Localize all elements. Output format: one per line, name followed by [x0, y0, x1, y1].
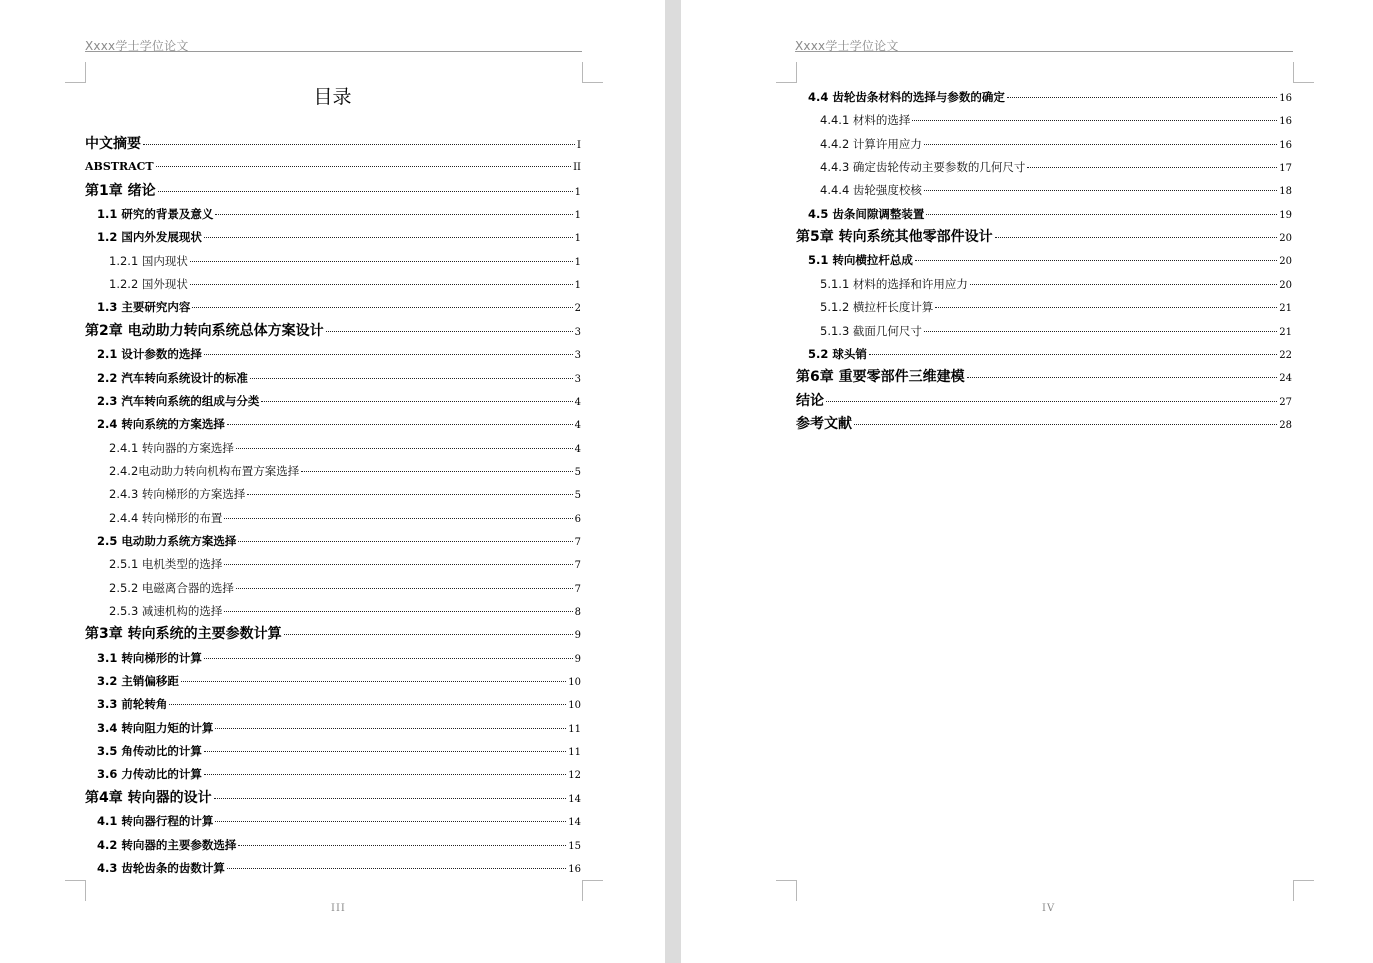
toc-entry-page: 5: [574, 466, 581, 478]
toc-entry: [820, 322, 1292, 342]
document-page-left: [0, 0, 665, 963]
toc-leader-dots: [190, 284, 573, 285]
toc-entry-label: 3.6 力传动比的计算: [97, 767, 202, 782]
toc-entry-label: 第6章 重要零部件三维建模: [796, 369, 965, 386]
toc-entry: [97, 392, 581, 412]
toc-entry-label: 2.1 设计参数的选择: [97, 347, 202, 362]
toc-entry-page: 3: [574, 350, 581, 362]
toc-entry-page: 10: [568, 700, 581, 712]
toc-entry-label: ABSTRACT: [85, 160, 154, 174]
toc-entry-label: 3.3 前轮转角: [97, 697, 168, 712]
toc-leader-dots: [924, 331, 1277, 332]
toc-entry: [796, 392, 1292, 412]
toc-entry: [109, 555, 581, 575]
toc-leader-dots: [970, 284, 1277, 285]
toc-leader-dots: [926, 214, 1277, 215]
toc-entry: [808, 205, 1292, 225]
toc-leader-dots: [247, 494, 572, 495]
toc-entry-page: I: [577, 140, 581, 151]
toc-entry-label: 2.4.2电动助力转向机构布置方案选择: [109, 463, 300, 478]
toc-leader-dots: [169, 704, 566, 705]
toc-entry-label: 2.4.3 转向梯形的方案选择: [109, 487, 246, 502]
toc-entry-label: 3.2 主销偏移距: [97, 674, 179, 689]
toc-entry-label: 结论: [796, 392, 824, 409]
toc-entry-page: 15: [568, 840, 581, 852]
crop-mark-top-left: [65, 62, 86, 83]
toc-entry-label: 4.2 转向器的主要参数选择: [97, 837, 237, 852]
toc-leader-dots: [158, 191, 573, 192]
toc-leader-dots: [967, 377, 1278, 378]
toc-entry: [796, 228, 1292, 248]
toc-entry-page: 10: [568, 677, 581, 689]
toc-leader-dots: [204, 354, 573, 355]
toc-leader-dots: [326, 331, 573, 332]
toc-leader-dots: [1007, 97, 1277, 98]
toc-entry: [820, 158, 1292, 178]
toc-entry-page: 21: [1279, 303, 1292, 315]
toc-entry-page: 22: [1279, 349, 1292, 361]
toc-entry: [85, 789, 581, 809]
toc-entry-label: 2.2 汽车转向系统设计的标准: [97, 370, 248, 385]
toc-entry-label: 第5章 转向系统其他零部件设计: [796, 229, 993, 246]
toc-entry-label: 2.3 汽车转向系统的组成与分类: [97, 393, 260, 408]
toc-entry-label: 3.4 转向阻力矩的计算: [97, 720, 214, 735]
toc-entry-page: 14: [568, 817, 581, 829]
toc-leader-dots: [924, 190, 1277, 191]
toc-entry-page: 14: [568, 793, 581, 805]
toc-leader-dots: [826, 401, 1277, 402]
toc-leader-dots: [224, 564, 572, 565]
toc-entry: [85, 322, 581, 342]
toc-leader-dots: [224, 611, 572, 612]
toc-entry-page: 17: [1279, 163, 1292, 175]
toc-entry: [808, 251, 1292, 271]
crop-mark-bottom-left: [65, 880, 86, 901]
toc-leader-dots: [215, 821, 566, 822]
toc-entry: [109, 485, 581, 505]
toc-entry: [97, 228, 581, 248]
toc-leader-dots: [250, 378, 573, 379]
toc-entry-page: 8: [574, 607, 581, 618]
toc-leader-dots: [912, 120, 1277, 121]
toc-leader-dots: [869, 354, 1277, 355]
toc-entry-label: 第1章 绪论: [85, 182, 156, 199]
toc-entry: [820, 135, 1292, 155]
toc-leader-dots: [924, 144, 1277, 145]
toc-entry-page: 3: [574, 373, 581, 385]
toc-entry-page: 20: [1279, 256, 1292, 268]
toc-entry-label: 4.4 齿轮齿条材料的选择与参数的确定: [808, 90, 1005, 104]
toc-leader-dots: [236, 448, 573, 449]
toc-entry: [796, 368, 1292, 388]
toc-entry-page: 1: [574, 280, 581, 292]
toc-entry-label: 2.5.2 电磁离合器的选择: [109, 580, 234, 595]
toc-entry-page: 7: [574, 560, 581, 572]
toc-entry-page: 11: [568, 723, 581, 735]
toc-entry: [820, 275, 1292, 295]
crop-mark-top-right: [1293, 62, 1314, 83]
toc-entry: [109, 509, 581, 529]
page-number-footer: IV: [1042, 903, 1056, 914]
toc-entry-page: 6: [574, 513, 581, 525]
toc-entry-page: 4: [574, 443, 581, 455]
toc-entry-label: 1.2.2 国外现状: [109, 277, 188, 292]
toc-entry: [97, 345, 581, 365]
toc-leader-dots: [227, 868, 566, 869]
toc-leader-dots: [995, 237, 1278, 238]
page-header-text: Xxxx学士学位论文: [795, 39, 899, 53]
toc-entry: [109, 275, 581, 295]
toc-entry: [97, 672, 581, 692]
toc-entry-label: 5.2 球头销: [808, 346, 867, 361]
toc-leader-dots: [143, 144, 575, 145]
toc-entry-label: 2.5.1 电机类型的选择: [109, 557, 223, 572]
toc-entry-page: 9: [574, 653, 581, 665]
toc-entry-page: 28: [1279, 419, 1292, 431]
toc-entry-page: 1: [574, 186, 581, 198]
toc-leader-dots: [156, 166, 572, 167]
toc-leader-dots: [238, 845, 566, 846]
crop-mark-top-right: [582, 62, 603, 83]
toc-entry: [97, 415, 581, 435]
page-header-text: Xxxx学士学位论文: [85, 39, 189, 53]
crop-mark-bottom-left: [776, 880, 797, 901]
toc-entry: [796, 415, 1292, 435]
toc-leader-dots: [192, 307, 572, 308]
toc-entry-page: 11: [568, 747, 581, 759]
toc-entry-label: 1.2.1 国内现状: [109, 253, 188, 268]
toc-entry-label: 1.1 研究的背景及意义: [97, 207, 214, 222]
toc-leader-dots: [227, 424, 573, 425]
toc-entry-label: 4.3 齿轮齿条的齿数计算: [97, 860, 225, 875]
page-number-footer: III: [331, 903, 346, 914]
toc-entry-label: 1.2 国内外发展现状: [97, 230, 202, 245]
toc-leader-dots: [204, 237, 573, 238]
toc-entry-label: 2.5.3 减速机构的选择: [109, 604, 223, 618]
toc-leader-dots: [284, 634, 573, 635]
toc-entry-page: 3: [574, 326, 581, 338]
toc-entry-page: 1: [574, 210, 581, 222]
toc-entry-page: 20: [1279, 233, 1292, 245]
toc-entry: [109, 602, 581, 622]
toc-leader-dots: [236, 588, 573, 589]
toc-entry-page: II: [573, 162, 581, 174]
toc-leader-dots: [854, 424, 1277, 425]
toc-entry: [97, 369, 581, 389]
toc-entry: [808, 345, 1292, 365]
toc-leader-dots: [204, 751, 566, 752]
page-gutter: [665, 0, 681, 963]
toc-entry: [97, 532, 581, 552]
toc-entry: [85, 625, 581, 645]
toc-entry: [97, 695, 581, 715]
toc-entry: [97, 205, 581, 225]
toc-title: 目录: [313, 86, 352, 108]
toc-entry: [85, 182, 581, 202]
toc-entry: [109, 462, 581, 482]
toc-entry-label: 参考文献: [796, 415, 852, 432]
toc-entry-label: 4.4.4 齿轮强度校核: [820, 183, 922, 198]
toc-entry-label: 第4章 转向器的设计: [85, 789, 212, 806]
toc-leader-dots: [214, 798, 567, 799]
toc-entry: [97, 742, 581, 762]
toc-entry-page: 19: [1279, 209, 1292, 221]
toc-leader-dots: [261, 401, 572, 402]
toc-entry-label: 3.1 转向梯形的计算: [97, 650, 202, 665]
toc-leader-dots: [181, 681, 566, 682]
toc-entry-label: 2.4.4 转向梯形的布置: [109, 510, 223, 525]
toc-entry: [97, 719, 581, 739]
toc-entry: [97, 812, 581, 832]
toc-entry: [85, 158, 581, 177]
toc-entry-label: 第3章 转向系统的主要参数计算: [85, 626, 282, 643]
toc-entry: [97, 765, 581, 785]
toc-entry-label: 5.1.3 截面几何尺寸: [820, 323, 922, 338]
header-rule: [795, 51, 1293, 52]
toc-entry: [820, 298, 1292, 318]
document-page-right: [681, 0, 1373, 963]
toc-entry-page: 1: [574, 256, 581, 268]
toc-entry: [820, 181, 1292, 201]
toc-entry-label: 中文摘要: [85, 136, 141, 152]
toc-leader-dots: [215, 728, 566, 729]
toc-entry: [97, 859, 581, 879]
toc-entry-label: 2.5 电动助力系统方案选择: [97, 533, 237, 548]
crop-mark-top-left: [776, 62, 797, 83]
toc-leader-dots: [190, 261, 573, 262]
toc-entry-page: 4: [574, 420, 581, 432]
toc-entry-page: 21: [1279, 326, 1292, 338]
toc-entry-label: 4.1 转向器行程的计算: [97, 814, 214, 829]
toc-entry-label: 4.4.1 材料的选择: [820, 113, 911, 128]
toc-entry: [85, 135, 581, 155]
toc-entry-page: 12: [568, 770, 581, 782]
toc-entry-page: 7: [574, 583, 581, 595]
toc-entry-page: 9: [574, 630, 581, 642]
toc-entry-page: 16: [568, 863, 581, 875]
toc-entry-page: 7: [574, 536, 581, 548]
toc-entry: [820, 111, 1292, 131]
toc-entry-label: 1.3 主要研究内容: [97, 300, 191, 315]
toc-entry: [97, 298, 581, 318]
toc-entry-label: 4.4.2 计算许用应力: [820, 136, 922, 151]
toc-leader-dots: [224, 518, 572, 519]
toc-leader-dots: [301, 471, 572, 472]
toc-leader-dots: [215, 214, 572, 215]
header-rule: [85, 51, 582, 52]
toc-entry-page: 4: [574, 396, 581, 408]
toc-entry: [97, 649, 581, 669]
toc-leader-dots: [935, 307, 1277, 308]
toc-entry-label: 4.5 齿条间隙调整装置: [808, 206, 925, 221]
toc-entry: [109, 579, 581, 599]
toc-entry: [97, 836, 581, 856]
toc-entry-label: 5.1.1 材料的选择和许用应力: [820, 276, 968, 291]
crop-mark-bottom-right: [1293, 880, 1314, 901]
toc-entry: [808, 88, 1292, 108]
toc-entry: [109, 439, 581, 459]
toc-entry-page: 27: [1279, 396, 1292, 408]
toc-entry-page: 16: [1279, 139, 1292, 151]
toc-entry-page: 24: [1279, 373, 1292, 385]
toc-entry: [109, 252, 581, 272]
toc-entry-label: 第2章 电动助力转向系统总体方案设计: [85, 322, 324, 339]
toc-entry-page: 1: [574, 233, 581, 245]
toc-entry-label: 4.4.3 确定齿轮传动主要参数的几何尺寸: [820, 160, 1026, 175]
toc-entry-label: 2.4.1 转向器的方案选择: [109, 440, 234, 455]
toc-entry-page: 16: [1279, 93, 1292, 104]
toc-entry-page: 18: [1279, 186, 1292, 198]
toc-entry-label: 2.4 转向系统的方案选择: [97, 417, 225, 432]
crop-mark-bottom-right: [582, 880, 603, 901]
toc-leader-dots: [204, 774, 566, 775]
toc-entry-label: 3.5 角传动比的计算: [97, 744, 202, 759]
toc-entry-page: 16: [1279, 116, 1292, 128]
toc-entry-page: 5: [574, 490, 581, 502]
toc-entry-label: 5.1 转向横拉杆总成: [808, 253, 913, 268]
toc-leader-dots: [238, 541, 572, 542]
toc-entry-page: 20: [1279, 279, 1292, 291]
toc-leader-dots: [915, 260, 1277, 261]
toc-leader-dots: [204, 658, 573, 659]
toc-entry-label: 5.1.2 横拉杆长度计算: [820, 300, 934, 315]
toc-entry-page: 2: [574, 303, 581, 315]
toc-leader-dots: [1027, 167, 1277, 168]
